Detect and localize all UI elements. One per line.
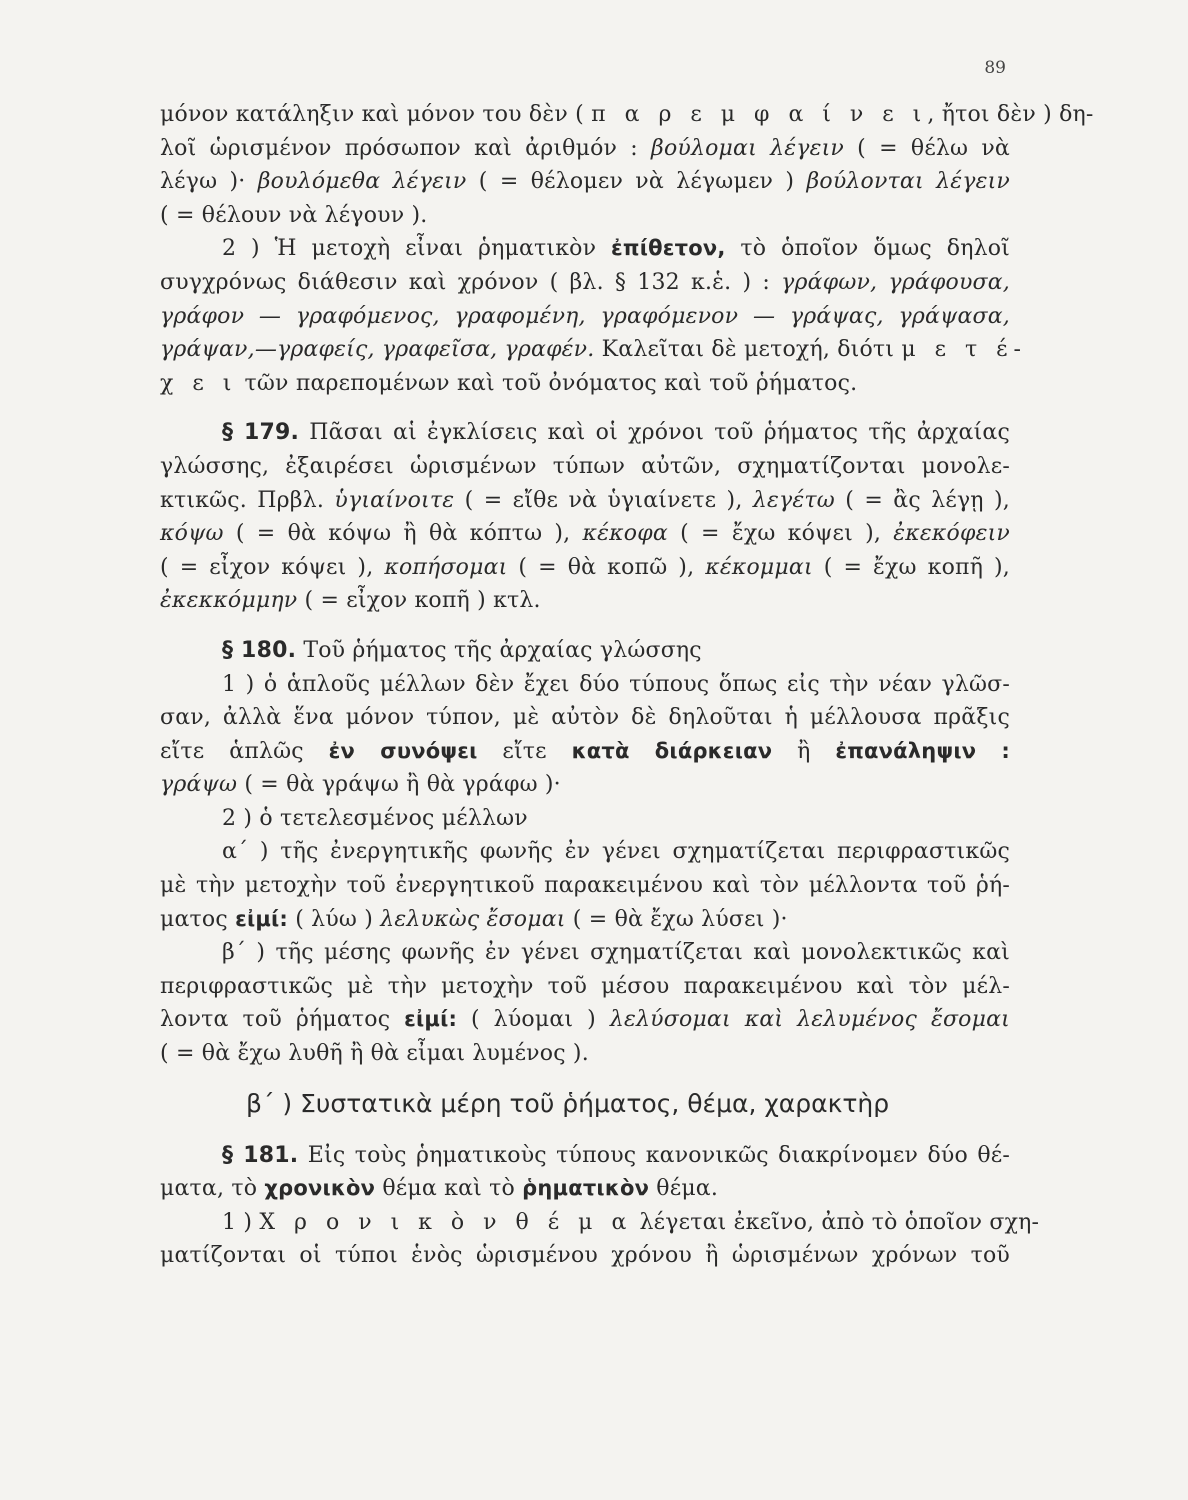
text-line-28: ( = θὰ ἔχω λυθῆ ἢ θὰ εἶμαι λυμένος ). bbox=[160, 1041, 589, 1067]
text-line-26: περιφραστικῶς μὲ τὴν μετοχὴν τοῦ μέσου παρακειμένου καὶ τὸν μέλ- bbox=[160, 973, 1010, 999]
text-line-8: γράψαν,—γραφείς, γραφεῖσα, γραφέν. Καλεῖται δὲ μετοχή, διότι μ ε τ έ- bbox=[160, 337, 1027, 363]
text-line-31: 1 ) Χ ρ ο ν ι κ ὸ ν θ έ μ α λέγεται ἐκεῖνο, ἀπὸ τὸ ὁποῖον σχη- bbox=[222, 1209, 1040, 1235]
text-line-19: εἴτε ἁπλῶς ἐν συνόψει εἴτε κατὰ διάρκειαν ἢ ἐπανάληψιν : bbox=[160, 738, 1010, 764]
paragraph-179-start: § 179. Πᾶσαι αἱ ἐγκλίσεις καὶ οἱ χρόνοι τοῦ ῥήματος τῆς ἀρχαίας bbox=[222, 420, 1010, 446]
text-line-9: χ ε ι τῶν παρεπομένων καὶ τοῦ ὀνόματος καὶ τοῦ ῥήματος. bbox=[160, 370, 858, 396]
body-text bbox=[160, 98, 1094, 1273]
text-line-17: 1 ) ὁ ἁπλοῦς μέλλων δὲν ἔχει δύο τύπους ὅπως εἰς τὴν νέαν γλῶσ- bbox=[222, 671, 1010, 697]
text-line-1: μόνον κατάληξιν καὶ μόνον του δὲν ( π α ρ ε μ φ α ί ν ε ι, ἤτοι δὲν ) δη- bbox=[160, 102, 1094, 127]
text-line-5: 2 ) Ἡ μετοχὴ εἶναι ῥηματικὸν ἐπίθετον, τὸ ὁποῖον ὅμως δηλοῖ bbox=[222, 236, 1011, 262]
text-line-3: λέγω )· βουλόμεθα λέγειν ( = θέλομεν νὰ λέγωμεν ) βούλονται λέγειν bbox=[160, 169, 1010, 195]
text-line-13: κόψω ( = θὰ κόψω ἢ θὰ κόπτω ), κέκοφα ( = ἔχω κόψει ), ἐκεκόφειν bbox=[160, 521, 1010, 547]
section-number-180: § 180. bbox=[222, 637, 297, 663]
text-line-25: β΄ ) τῆς μέσης φωνῆς ἐν γένει σχηματίζεται καὶ μονολεκτικῶς καὶ bbox=[222, 940, 1010, 966]
text-line-22: α΄ ) τῆς ἐνεργητικῆς φωνῆς ἐν γένει σχηματίζεται περιφραστικῶς bbox=[222, 839, 1010, 865]
section-number-179: § 179. bbox=[222, 420, 300, 446]
text-line-21: 2 ) ὁ τετελεσμένος μέλλων bbox=[222, 805, 528, 831]
text-line-11: γλώσσης, ἐξαιρέσει ὡρισμένων τύπων αὐτῶν, σχηματίζονται μονολε- bbox=[160, 453, 1010, 479]
text-line-20: γράψω ( = θὰ γράψω ἢ θὰ γράφω )· bbox=[160, 772, 561, 798]
text-line-18: σαν, ἀλλὰ ἕνα μόνον τύπον, μὲ αὐτὸν δὲ δηλοῦται ἡ μέλλουσα πρᾶξις bbox=[160, 705, 1010, 731]
text-line-7: γράφον — γραφόμενος, γραφομένη, γραφόμενον — γράψας, γράψασα, bbox=[160, 303, 1010, 329]
page-number: 89 bbox=[984, 58, 1006, 78]
text-line-32: ματίζονται οἱ τύποι ἑνὸς ὡρισμένου χρόνου ἢ ὡρισμένων χρόνων τοῦ bbox=[160, 1243, 1010, 1269]
paragraph-180-start: § 180. Τοῦ ῥήματος τῆς ἀρχαίας γλώσσης bbox=[222, 637, 702, 663]
section-number-181: § 181. bbox=[222, 1142, 299, 1168]
text-line-4: ( = θέλουν νὰ λέγουν ). bbox=[160, 202, 428, 228]
text-line-12: κτικῶς. Πρβλ. ὑγιαίνοιτε ( = εἴθε νὰ ὑγιαίνετε ), λεγέτω ( = ἂς λέγῃ ), bbox=[160, 487, 1010, 513]
text-line-6: συγχρόνως διάθεσιν καὶ χρόνον ( βλ. § 132 κ.ἑ. ) : γράφων, γράφουσα, bbox=[160, 269, 1010, 295]
text-line-14: ( = εἶχον κόψει ), κοπήσομαι ( = θὰ κοπῶ ), κέκομμαι ( = ἔχω κοπῆ ), bbox=[160, 554, 1010, 580]
text-line-27: λοντα τοῦ ῥήματος εἰμί: ( λύομαι ) λελύσομαι καὶ λελυμένος ἔσομαι bbox=[160, 1007, 1010, 1033]
text-line-23: μὲ τὴν μετοχὴν τοῦ ἐνεργητικοῦ παρακειμένου καὶ τὸν μέλλοντα τοῦ ῥή- bbox=[160, 873, 1010, 899]
text-line-2: λοῖ ὡρισμένον πρόσωπον καὶ ἀριθμόν : βούλομαι λέγειν ( = θέλω νὰ bbox=[160, 135, 1010, 161]
text-line-30: ματα, τὸ χρονικὸν θέμα καὶ τὸ ῥηματικὸν θέμα. bbox=[160, 1176, 719, 1202]
paragraph-181-start: § 181. Εἰς τοὺς ῥηματικοὺς τύπους κανονικῶς διακρίνομεν δύο θέ- bbox=[222, 1142, 1010, 1168]
text-line-15: ἐκεκκόμμην ( = εἶχον κοπῆ ) κτλ. bbox=[160, 588, 541, 614]
section-heading: β΄ ) Συστατικὰ μέρη τοῦ ῥήματος, θέμα, χαρακτὴρ bbox=[246, 1088, 890, 1118]
text-line-24: ματος εἰμί: ( λύω ) λελυκὼς ἔσομαι ( = θὰ ἔχω λύσει )· bbox=[160, 906, 788, 932]
